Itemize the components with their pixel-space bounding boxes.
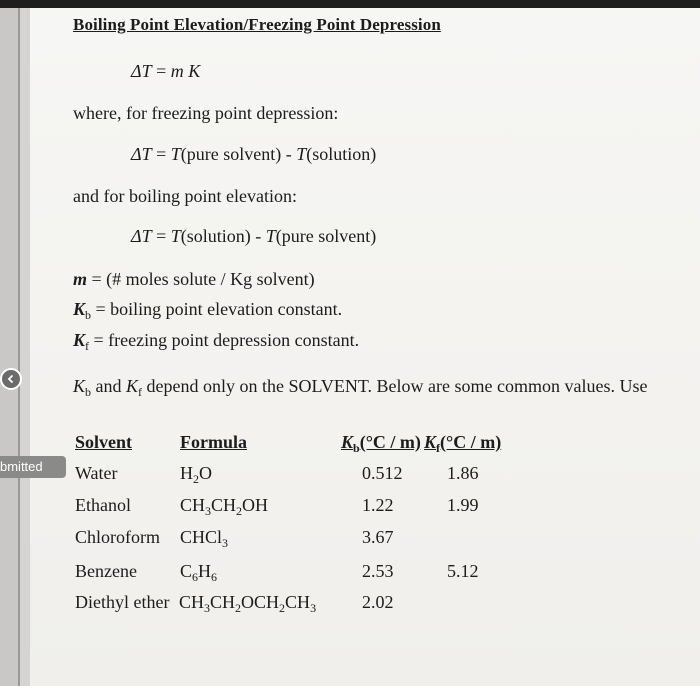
definition-kf-text: = freezing point depression constant. [93,330,360,350]
table-cell-formula: $H_2O$ [180,463,212,486]
boiling-equation: ΔT = T(solution) - T(pure solvent) [131,226,377,246]
table-cell-solvent: Diethyl ether [75,592,170,612]
table-cell-solvent: Chloroform [75,527,160,547]
header-kb: $K_b(^\circ C / m)$ [341,432,421,455]
freezing-equation: ΔT = T(pure solvent) - T(solution) [131,144,377,164]
back-button[interactable] [0,368,22,390]
table-cell-kf: 5.12 [447,561,479,581]
header-formula: Formula [180,432,247,452]
table-cell-formula: $CH_3CH_2OH$ [180,495,269,518]
header-kf-unit: (°C / m) [440,432,502,452]
header-solvent: Solvent [75,432,133,452]
table-cell-kb: 3.67 [362,527,394,547]
definition-kf: $K_f$ = freezing point depression constant. [73,330,360,353]
chevron-left-icon [6,374,16,384]
table-cell-formula: $CH_3CH_2OCH_2CH_3$ [179,592,317,615]
top-bar [0,0,700,8]
table-cell-solvent: Ethanol [75,495,131,515]
table-cell-kb: 2.53 [362,561,394,581]
boiling-intro: and for boiling point elevation: [73,186,297,206]
header-kb-unit: (°C / m) [359,432,421,452]
sidebar-strip [0,0,18,686]
definition-kb: $K_b$ = boiling point elevation constant. [73,299,343,322]
table-cell-kf: 1.99 [447,495,479,515]
header-kf: $K_f(^\circ C / m)$ [424,432,502,455]
sidebar-divider [18,0,20,686]
table-cell-solvent: Benzene [75,561,137,581]
definition-kb-text: = boiling point elevation constant. [95,299,343,319]
definition-m-text: = (# moles solute / Kg solvent) [91,269,315,289]
depend-text: depend only on the SOLVENT. Below are some common values. Use [142,376,648,396]
table-cell-formula: $C_6H_6$ [180,561,218,584]
table-cell-formula: CHCl$_3$ [180,527,229,550]
solvent-dependence-text: $K_b$ and $K_f$ depend only on the SOLVENT. Below are some common values. Use [73,376,648,399]
table-cell-kb: 2.02 [362,592,394,612]
table-cell-kb: 0.512 [362,463,403,483]
table-cell-kb: 1.22 [362,495,394,515]
section-heading: Boiling Point Elevation/Freezing Point Depression [73,15,441,34]
main-equation: ΔT = m K [131,61,201,81]
freezing-intro: where, for freezing point depression: [73,103,339,123]
table-cell-kf: 1.86 [447,463,479,483]
table-cell-solvent: Water [75,463,118,483]
definition-m: m = (# moles solute / Kg solvent) [73,269,315,289]
submitted-badge: bmitted [0,456,66,478]
